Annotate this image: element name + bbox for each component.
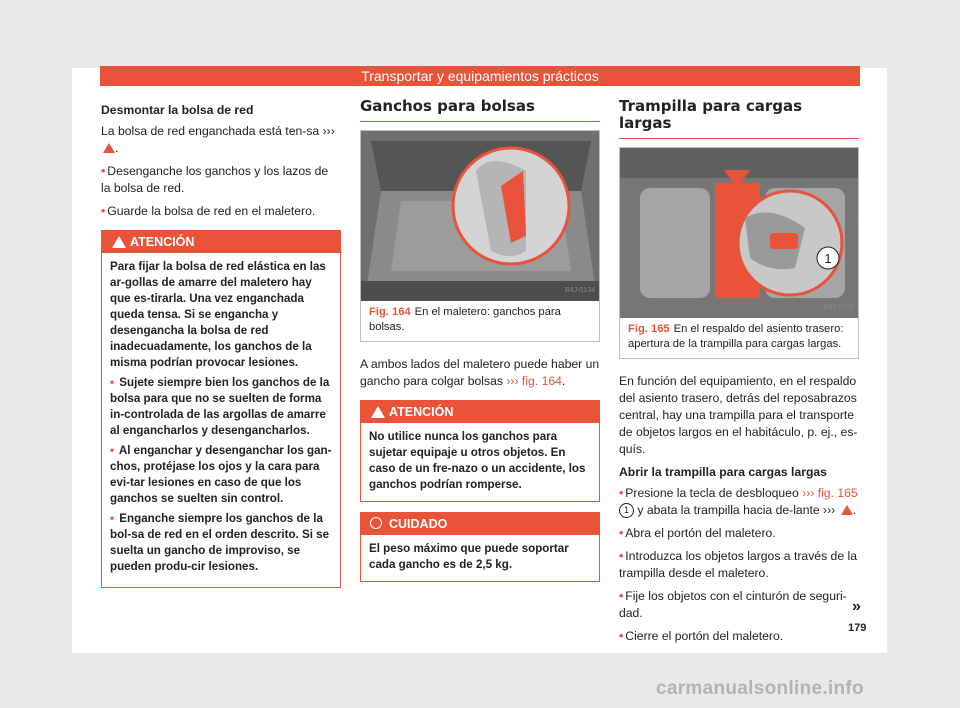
warning-header: ATENCIÓN	[102, 231, 340, 253]
warning-text: Para fijar la bolsa de red elástica en las ar-gollas de amarre del maletero hay que es-tirarla. Una vez enganchada queda tensa. Si se engancha y desengancha la bolsa de red inadecuadamente, los ganchos de la misma podrían provocar lesiones.	[110, 260, 326, 369]
info-circle-icon	[370, 517, 382, 529]
image-code: B4J-0134	[565, 287, 595, 294]
figure-caption: Fig. 165 En el respaldo del asiento trasero: apertura de la trampilla para cargas largas.	[628, 323, 844, 350]
bullet-icon: •	[110, 512, 115, 525]
page-header: Transportar y equipamientos prácticos	[100, 66, 860, 86]
intro-paragraph: La bolsa de red enganchada está ten-sa ››› .	[101, 124, 335, 155]
warning-bullet: • Sujete siempre bien los ganchos de la bolsa para que no se suelten de forma in-controlada de las argollas de amarre al engancharlos y desengancharlos.	[110, 376, 330, 437]
warning-header: ATENCIÓN	[361, 401, 599, 423]
bullet-icon: •	[619, 526, 624, 540]
figure-link[interactable]: ››› fig. 165	[802, 486, 858, 500]
warning-box	[101, 230, 341, 588]
caution-box	[360, 512, 600, 582]
seat-svg	[620, 148, 858, 318]
list-item: • Desenganche los ganchos y los lazos de la bolsa de red.	[101, 164, 329, 195]
caution-header: CUIDADO	[361, 513, 599, 535]
warning-triangle-icon	[371, 406, 385, 418]
bullet-icon: •	[619, 549, 624, 563]
image-code: B4J-0104	[824, 304, 854, 311]
rear-seat-illustration	[620, 148, 858, 318]
list-item: • Cierre el portón del maletero.	[619, 629, 784, 643]
figure-164	[360, 130, 600, 342]
column-3	[619, 96, 859, 651]
bullet-icon: •	[101, 164, 106, 178]
list-item: • Presione la tecla de desbloqueo ››› fig. 165 1 y abata la trampilla hacia de-lante ››› .	[619, 486, 858, 517]
bullet-icon: •	[619, 589, 624, 603]
cross-ref[interactable]: ›››	[823, 503, 836, 517]
list-item: • Introduzca los objetos largos a través de la trampilla desde el maletero.	[619, 549, 857, 580]
callout-badge: 1	[619, 503, 634, 518]
section-title-long-loads: Trampilla para cargas largas	[619, 98, 859, 139]
warning-triangle-icon	[112, 236, 126, 248]
caution-body: El peso máximo que puede soportar cada gancho es de 2,5 kg.	[369, 542, 569, 571]
cross-ref[interactable]: ›››	[322, 124, 335, 138]
bullet-icon: •	[619, 629, 624, 643]
warning-body	[102, 253, 340, 587]
warning-icon	[841, 505, 853, 515]
warning-icon	[103, 143, 115, 153]
bullet-icon: •	[101, 204, 106, 218]
figure-caption: Fig. 164 En el maletero: ganchos para bolsas.	[369, 306, 561, 333]
continue-marker: »	[852, 598, 861, 615]
bullet-icon: •	[110, 444, 115, 457]
bullet-icon: •	[619, 486, 624, 500]
figure-165	[619, 147, 859, 359]
section-title-bag-hooks: Ganchos para bolsas	[360, 98, 600, 122]
subhead-open-trapdoor: Abrir la trampilla para cargas largas	[619, 465, 827, 479]
bullet-icon: •	[110, 376, 115, 389]
watermark: carmanualsonline.info	[656, 678, 864, 699]
subhead-remove-net: Desmontar la bolsa de red	[101, 103, 254, 117]
figure-link[interactable]: ››› fig. 164	[506, 374, 562, 388]
list-item: • Guarde la bolsa de red en el maletero.	[101, 204, 316, 218]
trunk-hooks-illustration	[361, 131, 599, 301]
trunk-svg	[361, 131, 599, 301]
column-2	[360, 96, 600, 582]
column-1	[101, 96, 341, 588]
list-item: • Fije los objetos con el cinturón de seguri-dad.	[619, 589, 847, 620]
warning-body: No utilice nunca los ganchos para sujetar equipaje u otros objetos. En caso de un fre-nazo o un accidente, los ganchos podrían romperse.	[369, 430, 586, 491]
warning-bullet: • Al enganchar y desenganchar los gan-chos, protéjase los ojos y la cara para evi-tar lesiones en caso de que los ganchos se suelten sin control.	[110, 444, 332, 505]
warning-bullet: • Enganche siempre los ganchos de la bol-sa de red en el orden descrito. Si se suelta un gancho de improviso, se pueden produ-cir lesiones.	[110, 512, 330, 573]
trapdoor-paragraph: En función del equipamiento, en el respaldo del asiento trasero, detrás del reposabrazos central, hay una trampilla para el transporte de objetos largos en el habitáculo, p. ej., es-quís.	[619, 374, 858, 456]
hooks-paragraph: A ambos lados del maletero puede haber un gancho para colgar bolsas ››› fig. 164.	[360, 357, 600, 388]
warning-box	[360, 400, 600, 502]
page-number: 179	[848, 622, 867, 634]
callout-1: 1	[824, 251, 832, 266]
list-item: • Abra el portón del maletero.	[619, 526, 776, 540]
